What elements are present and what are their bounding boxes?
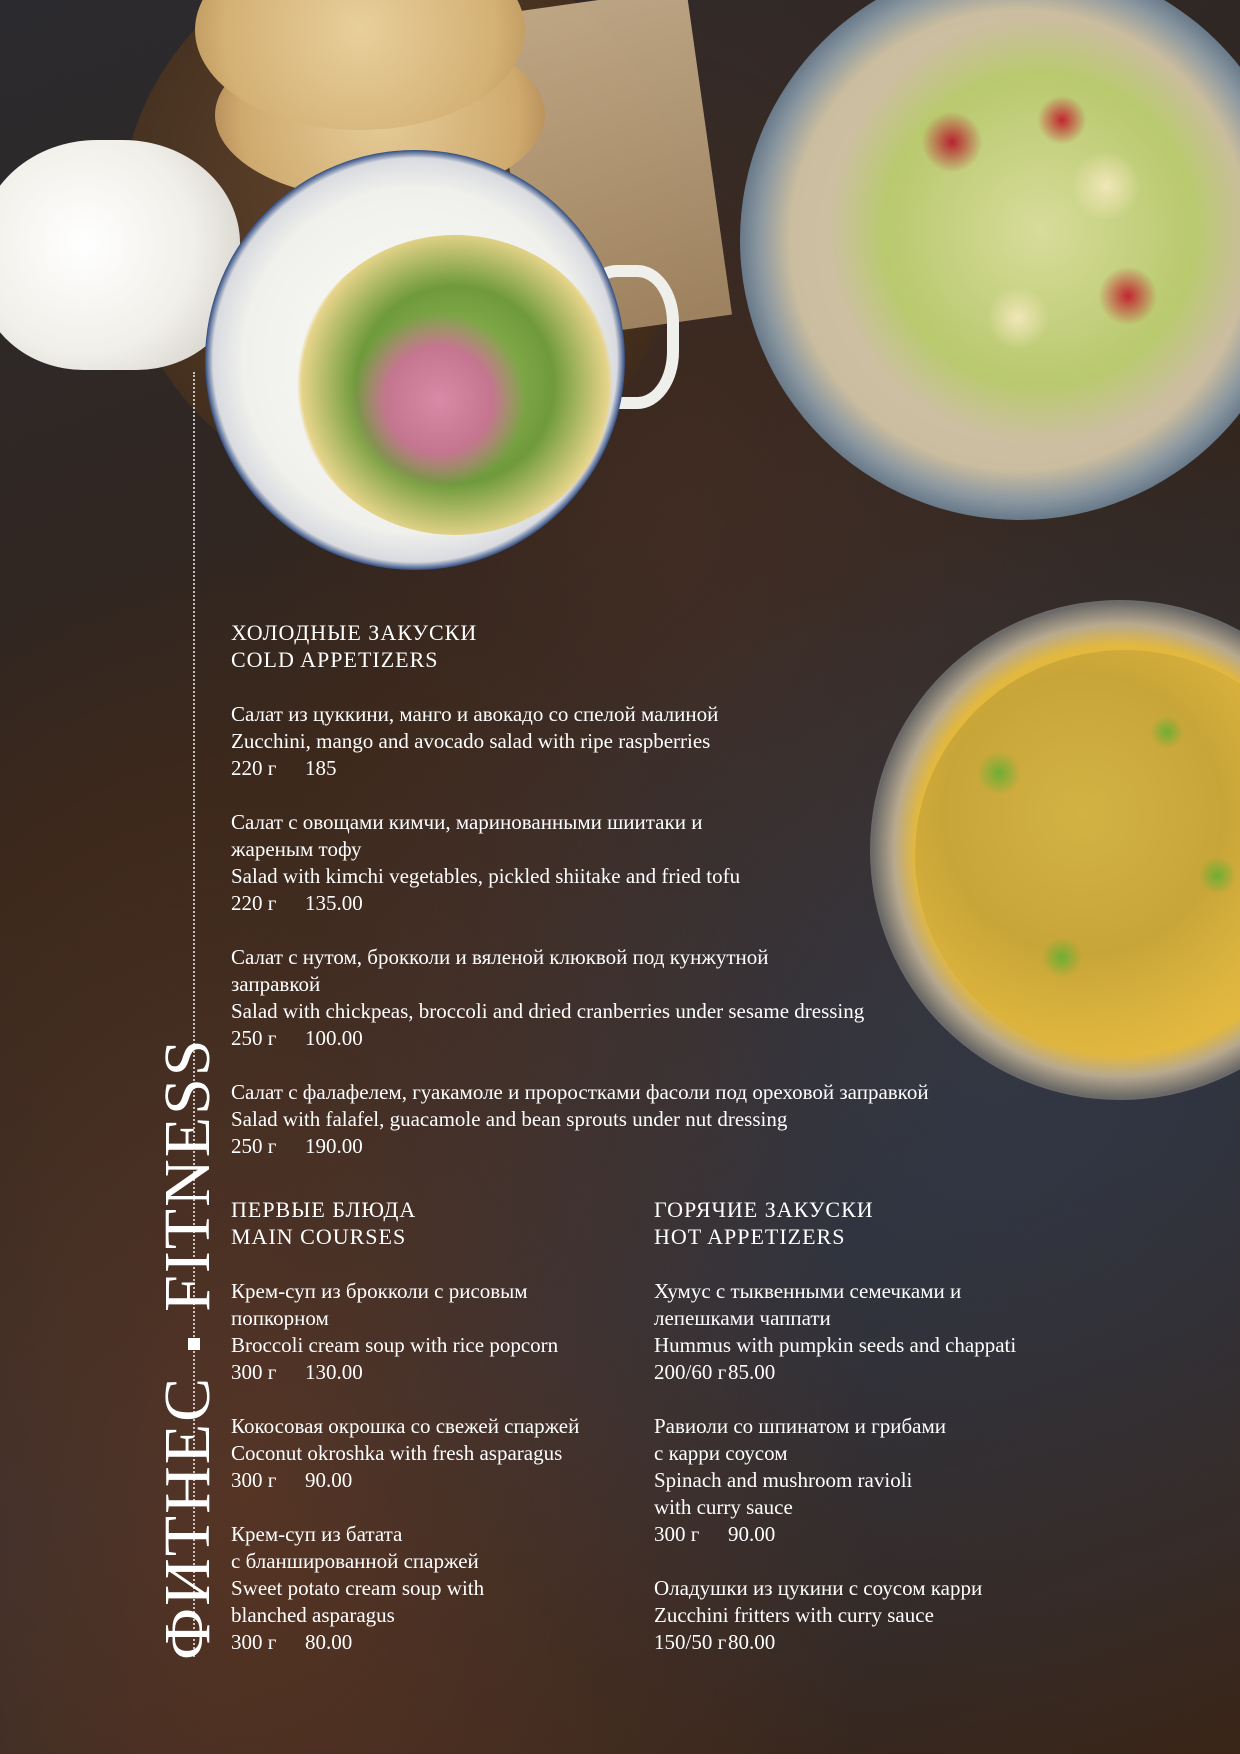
price-line — [654, 1359, 1114, 1386]
page-title-ru: ФИТНЕС — [151, 1375, 224, 1660]
page-title — [150, 1037, 226, 1660]
menu-list — [654, 1278, 1114, 1656]
dish-name-en: Zucchini, mango and avocado salad with ripe raspberries — [231, 729, 711, 753]
dish-weight: 250 г — [231, 1026, 277, 1050]
dish-weight: 300 г — [654, 1522, 700, 1546]
hot-appetizers-section — [654, 1196, 1114, 1683]
menu-item — [231, 1278, 631, 1386]
dish-name-ru: Равиоли со шпинатом и грибами — [654, 1414, 946, 1438]
dish-name-en: with curry sauce — [654, 1495, 793, 1519]
heading-en: HOT APPETIZERS — [654, 1224, 846, 1249]
menu-item — [231, 701, 1031, 782]
section-heading — [654, 1196, 1114, 1250]
dish-weight: 300 г — [231, 1630, 277, 1654]
menu-list — [231, 1278, 631, 1656]
dish-name-en: Broccoli cream soup with rice popcorn — [231, 1333, 559, 1357]
section-heading — [231, 619, 1031, 673]
dish-name-en: Salad with falafel, guacamole and bean sprouts under nut dressing — [231, 1107, 788, 1131]
menu-item — [231, 1079, 1031, 1160]
section-heading — [231, 1196, 631, 1250]
heading-ru: ПЕРВЫЕ БЛЮДА — [231, 1197, 417, 1222]
dish-price: 90.00 — [728, 1522, 776, 1546]
dish-name-en: Hummus with pumpkin seeds and chappati — [654, 1333, 1017, 1357]
dish-name-ru: Салат с фалафелем, гуакамоле и проростками фасоли под ореховой заправкой — [231, 1080, 929, 1104]
menu-item — [654, 1278, 1114, 1386]
dish-name-en: Zucchini fritters with curry sauce — [654, 1603, 934, 1627]
dish-name-ru: Крем-суп из брокколи с рисовым — [231, 1279, 528, 1303]
heading-ru: ГОРЯЧИЕ ЗАКУСКИ — [654, 1197, 874, 1222]
dish-name-ru: Крем-суп из батата — [231, 1522, 403, 1546]
dish-name-en: Coconut okroshka with fresh asparagus — [231, 1441, 563, 1465]
menu-list — [231, 701, 1031, 1160]
dish-name-en: Salad with kimchi vegetables, pickled shiitake and fried tofu — [231, 864, 741, 888]
dish-name-en: Sweet potato cream soup with — [231, 1576, 485, 1600]
dish-price: 80.00 — [728, 1630, 776, 1654]
dish-name-ru: попкорном — [231, 1306, 329, 1330]
dish-name-ru: Салат из цуккини, манго и авокадо со спелой малиной — [231, 702, 719, 726]
dish-name-ru: с бланшированной спаржей — [231, 1549, 479, 1573]
menu-item — [654, 1575, 1114, 1656]
dish-name-ru: Кокосовая окрошка со свежей спаржей — [231, 1414, 580, 1438]
dish-name-ru: лепешками чаппати — [654, 1306, 831, 1330]
page-title-en: FITNESS — [151, 1037, 224, 1312]
dish-name-ru: Салат с овощами кимчи, маринованными шиитаки и — [231, 810, 703, 834]
menu-item — [654, 1413, 1114, 1548]
heading-ru: ХОЛОДНЫЕ ЗАКУСКИ — [231, 620, 478, 645]
price-line — [654, 1521, 1114, 1548]
price-line — [231, 1629, 631, 1656]
menu-item — [231, 809, 1031, 917]
milk-jug-photo — [0, 140, 240, 370]
dish-price: 80.00 — [305, 1630, 353, 1654]
heading-en: MAIN COURSES — [231, 1224, 407, 1249]
dish-weight: 200/60 г — [654, 1360, 727, 1384]
price-line — [231, 890, 1031, 917]
dish-price: 130.00 — [305, 1360, 363, 1384]
zucchini-salad-photo — [820, 10, 1240, 450]
dish-name-ru: заправкой — [231, 972, 321, 996]
cold-appetizers-section — [231, 619, 1031, 1187]
price-line — [231, 755, 1031, 782]
dish-name-ru: с карри соусом — [654, 1441, 788, 1465]
dish-price: 135.00 — [305, 891, 363, 915]
dish-name-en: blanched asparagus — [231, 1603, 395, 1627]
dish-price: 85.00 — [728, 1360, 776, 1384]
dish-name-ru: Оладушки из цукини с соусом карри — [654, 1576, 983, 1600]
price-line — [231, 1359, 631, 1386]
menu-item — [231, 1413, 631, 1494]
dish-weight: 300 г — [231, 1468, 277, 1492]
dish-name-ru: жареным тофу — [231, 837, 362, 861]
dish-name-ru: Хумус с тыквенными семечками и — [654, 1279, 962, 1303]
dish-weight: 250 г — [231, 1134, 277, 1158]
main-courses-section — [231, 1196, 631, 1683]
menu-item — [231, 1521, 631, 1656]
dish-name-ru: Салат с нутом, брокколи и вяленой клюквой под кунжутной — [231, 945, 769, 969]
radish-salad-photo — [295, 235, 615, 535]
heading-en: COLD APPETIZERS — [231, 647, 439, 672]
title-separator — [188, 1338, 200, 1350]
dish-price: 185 — [305, 756, 337, 780]
price-line — [231, 1025, 1031, 1052]
dish-weight: 220 г — [231, 891, 277, 915]
dish-price: 190.00 — [305, 1134, 363, 1158]
dish-weight: 150/50 г — [654, 1630, 727, 1654]
price-line — [231, 1133, 1031, 1160]
dish-name-en: Spinach and mushroom ravioli — [654, 1468, 913, 1492]
menu-item — [231, 944, 1031, 1052]
dish-price: 100.00 — [305, 1026, 363, 1050]
dish-name-en: Salad with chickpeas, broccoli and dried cranberries under sesame dressing — [231, 999, 865, 1023]
dish-price: 90.00 — [305, 1468, 353, 1492]
dish-weight: 300 г — [231, 1360, 277, 1384]
price-line — [654, 1629, 1114, 1656]
price-line — [231, 1467, 631, 1494]
dish-weight: 220 г — [231, 756, 277, 780]
